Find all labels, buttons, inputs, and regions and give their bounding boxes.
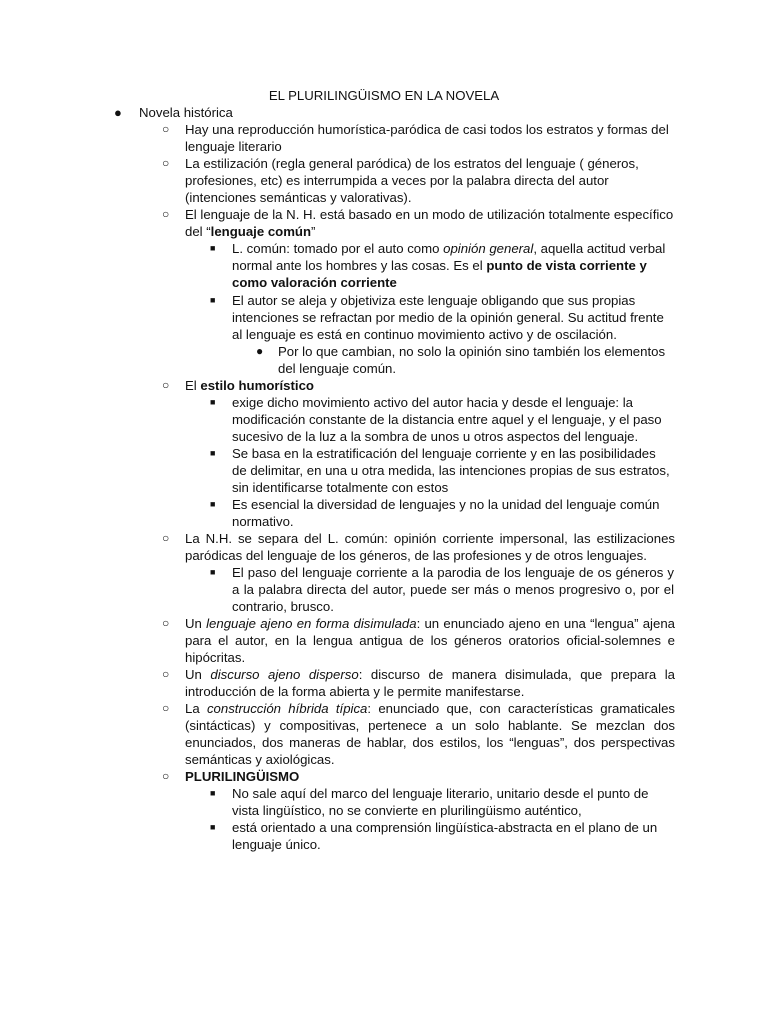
list-item-text: exige dicho movimiento activo del autor hacia y desde el lenguaje: la modificación constante de la distancia entre aquel y el lenguaje, y el paso sucesivo de la luz a la sombra de unos u otros aspectos del lenguaje. <box>232 395 662 444</box>
list-item-text: La construcción híbrida típica: enunciado que, con características gramaticales (sintácticas) y compositivas, pertenece a un solo hablante. Se mezclan dos enunciados, dos maneras de hablar, dos estilos, los “lenguas”, dos perspectivas semánticas y axiológicas. <box>185 701 676 767</box>
list-item-text: Es esencial la diversidad de lenguajes y no la unidad del lenguaje común normativo. <box>232 497 660 529</box>
circle-bullet-icon: ○ <box>162 122 170 136</box>
square-bullet-icon: ■ <box>210 822 216 832</box>
list-item-plurilinguismo <box>0 768 675 785</box>
list-item-exige-movimiento <box>0 394 674 445</box>
list-item-text: está orientado a una comprensión lingüística-abstracta en el plano de un lenguaje único. <box>232 820 658 852</box>
list-item-text: L. común: tomado por el auto como opinión general, aquella actitud verbal normal ante los hombres y las cosas. Es el punto de vista corriente y como valoración corriente <box>232 241 666 290</box>
italic-term: discurso ajeno disperso <box>210 667 359 682</box>
list-item-por-lo-que-cambian <box>0 343 674 377</box>
disc-bullet-icon: ● <box>114 105 122 120</box>
circle-bullet-icon: ○ <box>162 531 170 545</box>
list-item-text: Hay una reproducción humorística-paródica de casi todos los estratos y formas del lenguaje literario <box>185 122 669 154</box>
list-item-discurso-ajeno <box>0 666 675 700</box>
list-item-reproduccion <box>0 121 675 155</box>
square-bullet-icon: ■ <box>210 243 216 253</box>
list-item-orientado <box>0 819 674 853</box>
square-bullet-icon: ■ <box>210 397 216 407</box>
disc-bullet-icon: ● <box>256 344 264 358</box>
list-item-text: Por lo que cambian, no solo la opinión sino también los elementos del lenguaje común. <box>278 344 666 376</box>
circle-bullet-icon: ○ <box>162 156 170 170</box>
list-item-text: Novela histórica <box>139 105 233 120</box>
list-item-text: Un lenguaje ajeno en forma disimulada: un enunciado ajeno en una “lengua” ajena para el autor, en la lengua antigua de los géneros oratorios oficial-solemnes e hipócritas. <box>185 616 675 665</box>
list-item-novela-historica <box>0 104 675 121</box>
list-item-text <box>185 768 675 785</box>
document-body <box>0 104 768 853</box>
square-bullet-icon: ■ <box>210 295 216 305</box>
list-item-text: El paso del lenguaje corriente a la parodia de los lenguaje de os géneros y a la palabra directa del autor, puede ser más o menos progresivo o, por el contrario, brusco. <box>232 565 674 614</box>
list-item-text: El lenguaje de la N. H. está basado en un modo de utilización totalmente específico del “lenguaje común” <box>185 207 674 239</box>
list-item-text: La estilización (regla general paródica) de los estratos del lenguaje ( géneros, profesiones, etc) es interrumpida a veces por la palabra directa del autor (intenciones semánticas y valorativas). <box>185 156 639 205</box>
list-item-estratificacion <box>0 445 674 496</box>
list-item-text: No sale aquí del marco del lenguaje literario, unitario desde el punto de vista lingüístico, no se convierte en plurilingüismo auténtico, <box>232 786 649 818</box>
list-item-paso-del-lenguaje <box>0 564 674 615</box>
circle-bullet-icon: ○ <box>162 616 170 630</box>
list-item-text: Un discurso ajeno disperso: discurso de manera disimulada, que prepara la introducción de la forma abierta y le permite manifestarse. <box>185 667 675 699</box>
bold-term: punto de vista corriente y como valoración corriente <box>232 258 647 290</box>
list-item-text: El autor se aleja y objetiviza este lenguaje obligando que sus propias intenciones se refractan por medio de la opinión general. Su actitud frente al lenguaje es está en continuo movimiento activo y de oscilación. <box>232 293 664 342</box>
list-item-construccion-hibrida <box>0 700 675 768</box>
list-item-text: El estilo humorístico <box>185 378 314 393</box>
bold-term: PLURILINGÜISMO <box>185 769 300 784</box>
circle-bullet-icon: ○ <box>162 207 170 221</box>
list-item-no-sale <box>0 785 674 819</box>
italic-term: construcción híbrida típica <box>206 701 368 716</box>
list-item-lenguaje-comun <box>0 206 675 240</box>
italic-term: opinión general <box>443 241 534 256</box>
square-bullet-icon: ■ <box>210 788 216 798</box>
circle-bullet-icon: ○ <box>162 701 170 715</box>
italic-term: lenguaje ajeno en forma disimulada <box>206 616 417 631</box>
circle-bullet-icon: ○ <box>162 378 170 392</box>
square-bullet-icon: ■ <box>210 567 216 577</box>
list-item-l-comun <box>0 240 674 291</box>
list-item-lenguaje-ajeno <box>0 615 675 666</box>
list-item-estilo-humoristico <box>0 377 675 394</box>
list-item-nh-se-separa <box>0 530 675 564</box>
circle-bullet-icon: ○ <box>162 667 170 681</box>
page-title: EL PLURILINGÜISMO EN LA NOVELA <box>268 88 500 103</box>
list-item-diversidad <box>0 496 674 530</box>
list-item-autor-se-aleja <box>0 292 674 343</box>
list-item-text: Se basa en la estratificación del lenguaje corriente y en las posibilidades de delimitar, en una u otra medida, las intenciones propias de sus estratos, sin identificarse totalmente con estos <box>232 446 670 495</box>
bold-term: estilo humorístico <box>200 378 314 393</box>
list-item-text: La N.H. se separa del L. común: opinión corriente impersonal, las estilizaciones paródicas del lenguaje de los géneros, de las profesiones y de otros lenguajes. <box>185 531 675 563</box>
list-item-estilizacion <box>0 155 675 206</box>
circle-bullet-icon: ○ <box>162 769 170 783</box>
bold-term: lenguaje común <box>210 224 312 239</box>
square-bullet-icon: ■ <box>210 499 216 509</box>
square-bullet-icon: ■ <box>210 448 216 458</box>
